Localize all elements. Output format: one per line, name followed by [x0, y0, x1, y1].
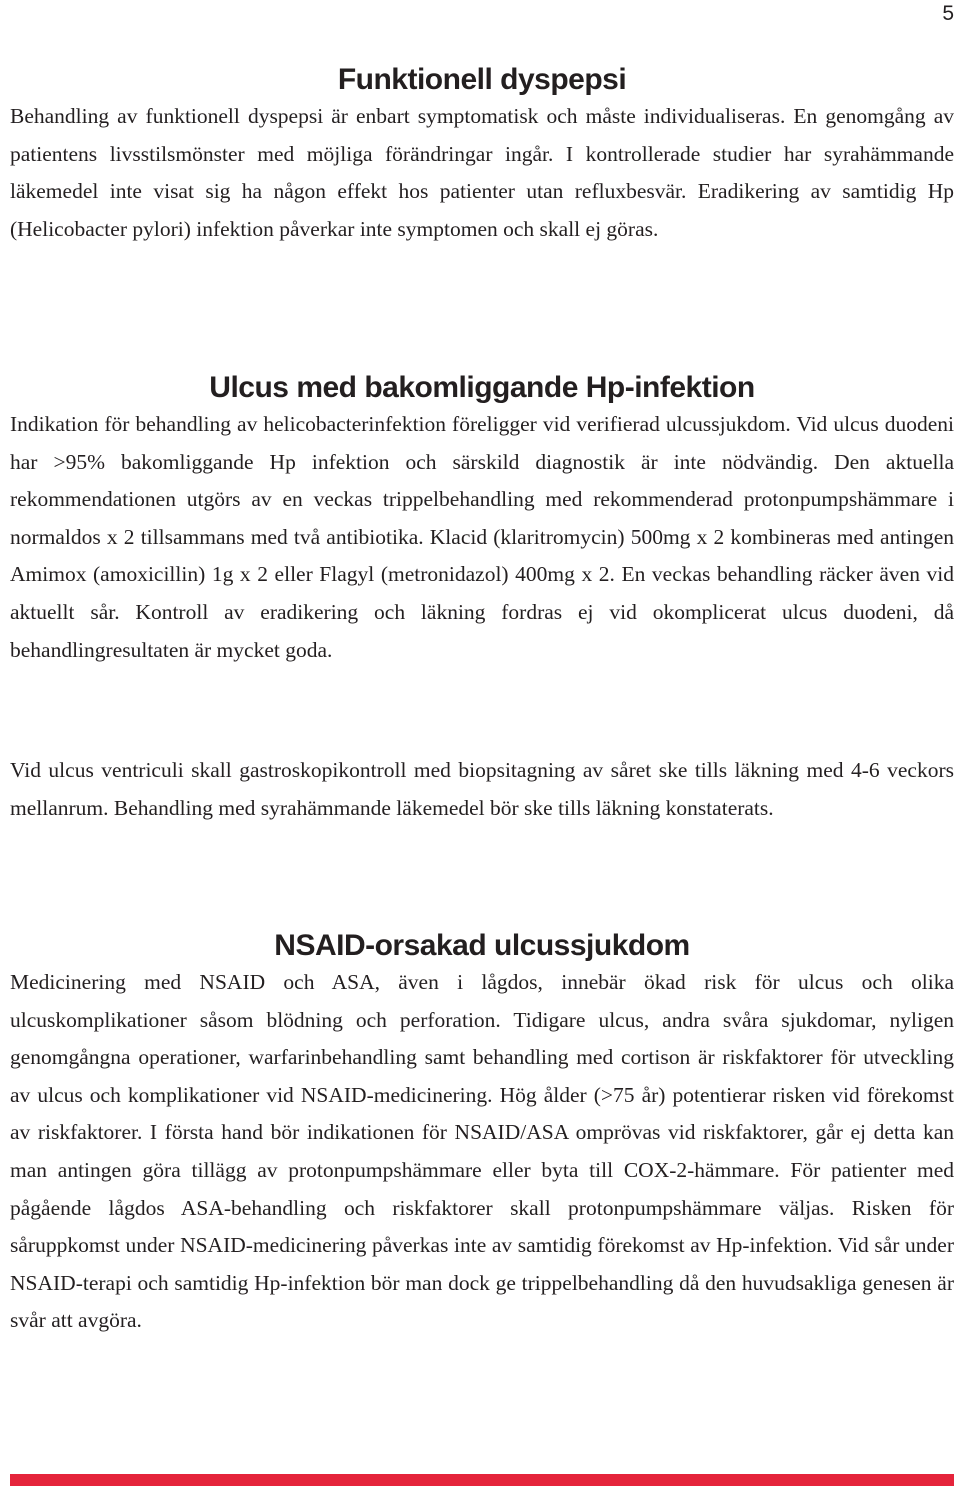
section-ulcus-ventriculi [10, 752, 954, 827]
section-functional-dyspepsia [10, 62, 954, 248]
heading-nsaid: NSAID-orsakad ulcussjukdom [274, 929, 690, 962]
paragraph-ulcus-hp: Indikation för behandling av helicobacterinfektion föreligger vid verifierad ulcussjukdom. Vid ulcus duodeni har >95% bakomliggande Hp infektion och särskild diagnostik är inte nödvändig. Den aktuella rekommendationen utgörs av en veckas trippelbehandling med rekommenderad protonpumpshämmare i normaldos x 2 tillsammans med två antibiotika. Klacid (klaritromycin) 500mg x 2 kombineras med antingen Amimox (amoxicillin) 1g x 2 eller Flagyl (metronidazol) 400mg x 2. En veckas behandling räcker även vid aktuellt sår. Kontroll av eradikering och läkning fordras ej vid okomplicerat ulcus duodeni, då behandlingresultaten är mycket goda. [10, 412, 954, 662]
section-ulcus-hp [10, 370, 954, 669]
heading-functional-dyspepsia: Funktionell dyspepsi [337, 63, 627, 96]
paragraph-functional-dyspepsia: Behandling av funktionell dyspepsi är enbart symptomatisk och måste individualiseras. En genomgång av patientens livsstilsmönster med möjliga förändringar ingår. I kontrollerade studier har syrahämmande läkemedel inte visat sig ha någon effekt hos patienter utan refluxbesvär. Eradikering av samtidig Hp (Helicobacter pylori) infektion påverkar inte symptomen och skall ej göras. [10, 104, 954, 241]
section-nsaid [10, 928, 954, 1340]
footer-bar [10, 1474, 954, 1486]
heading-ulcus-hp: Ulcus med bakomliggande Hp-infektion [209, 371, 755, 404]
page-number: 5 [942, 2, 954, 25]
paragraph-nsaid: Medicinering med NSAID och ASA, även i lågdos, innebär ökad risk för ulcus och olika ulcuskomplikationer såsom blödning och perforation. Tidigare ulcus, andra svåra sjukdomar, nyligen genomgångna operationer, warfarinbehandling samt behandling med cortison är riskfaktorer för utveckling av ulcus och komplikationer vid NSAID-medicinering. Hög ålder (>75 år) potentierar risken vid förekomst av riskfaktorer. I första hand bör indikationen för NSAID/ASA omprövas vid riskfaktorer, går ej detta kan man antingen göra tillägg av protonpumpshämmare eller byta till COX-2-hämmare. För patienter med pågående lågdos ASA-behandling och riskfaktorer skall protonpumpshämmare väljas. Risken för såruppkomst under NSAID-medicinering påverkas inte av samtidig förekomst av Hp-infektion. Vid sår under NSAID-terapi och samtidig Hp-infektion bör man dock ge trippelbehandling då den huvudsakliga genesen är svår att avgöra. [10, 970, 954, 1333]
paragraph-ulcus-ventriculi: Vid ulcus ventriculi skall gastroskopikontroll med biopsitagning av såret ske tills läkning med 4-6 veckors mellanrum. Behandling med syrahämmande läkemedel bör ske tills läkning konstaterats. [10, 758, 954, 820]
